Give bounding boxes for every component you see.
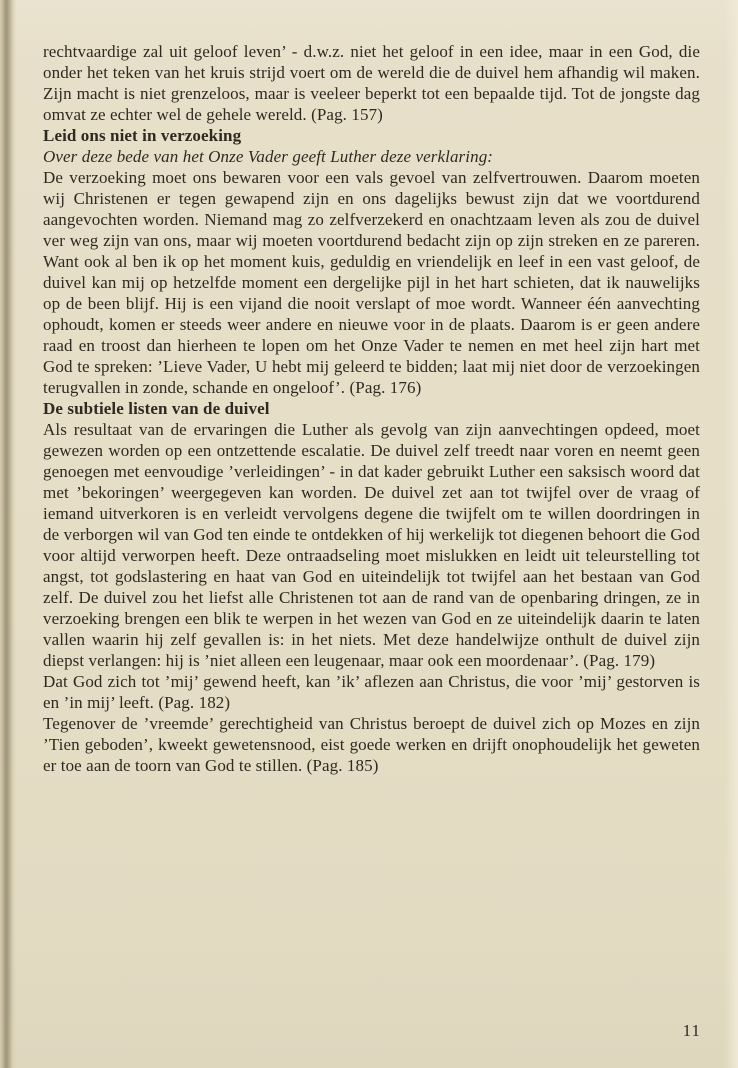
page-number: 11 [682,1021,701,1040]
section-heading: De subtiele listen van de duivel [43,399,270,418]
paragraph: Dat God zich tot ’mij’ gewend heeft, kan ’ik’ aflezen aan Christus, die voor ’mij’ gestorven is en ’in mij’ leeft. (Pag. 182) [43,672,700,712]
paragraph: Als resultaat van de ervaringen die Luther als gevolg van zijn aanvechtingen opdeed, moet gewezen worden op een ontzettende escalatie. De duivel zelf treedt naar voren en neemt geen genoegen met eenvoudige ’verleidingen’ - in dat kader gebruikt Luther een saksisch woord dat met ’bekoringen’ weergegeven kan worden. De duivel zet aan tot twijfel over de vraag of iemand uitverkoren is en verleidt vervolgens degene die twijfelt om te willen doordringen in de verborgen wil van God ten einde te ontdekken of hij werkelijk tot diegenen behoort die God voor altijd verworpen heeft. Deze ontraadseling moet mislukken en leidt uit teleurstelling tot angst, tot godslastering en haat van God en uiteindelijk tot twijfel aan het bestaan van God zelf. De duivel zou het liefst alle Christenen tot aan de rand van de openbaring dringen, ze in verzoeking brengen een blik te werpen in het wezen van God en ze uiteindelijk daarin te laten vallen waarin hij zelf gevallen is: in het niets. Met deze handelwijze onthult de duivel zijn diepst verlangen: hij is ’niet alleen een leugenaar, maar ook een moordenaar’. (Pag. 179) [43,420,700,670]
page-text-block [43,41,700,776]
section-heading: Leid ons niet in verzoeking [43,126,242,145]
page-right-edge [724,0,738,1068]
paragraph: Tegenover de ’vreemde’ gerechtigheid van Christus beroept de duivel zich op Mozes en zijn ’Tien geboden’, kweekt gewetensnood, eist goede werken en drijft onophoudelijk het geweten er toe aan de toorn van God te stillen. (Pag. 185) [43,714,700,775]
page-gutter-shadow [0,0,16,1068]
section-subtitle: Over deze bede van het Onze Vader geeft Luther deze verklaring: [43,147,494,166]
paragraph: De verzoeking moet ons bewaren voor een vals gevoel van zelfvertrouwen. Daarom moeten wij Christenen er tegen gewapend zijn en ons dagelijks bewust zijn dat we voortdurend aangevochten worden. Niemand mag zo zelfverzekerd en onachtzaam leven als zou de duivel ver weg zijn van ons, maar wij moeten voortdurend bedacht zijn op zijn streken en ze pareren. Want ook al ben ik op het moment kuis, geduldig en vriendelijk en leef in een vast geloof, de duivel kan mij op hetzelfde moment een dergelijke pijl in het hart schieten, dat ik nauwelijks op de been blijf. Hij is een vijand die nooit verslapt of moe wordt. Wanneer één aanvechting ophoudt, komen er steeds weer andere en nieuwe voor in de plaats. Daarom is er geen andere raad en troost dan hierheen te lopen om het Onze Vader te nemen en met heel zijn hart met God te spreken: ’Lieve Vader, U hebt mij geleerd te bidden; laat mij niet door de verzoekingen terugvallen in zonde, schande en ongeloof’. (Pag. 176) [43,168,700,397]
paragraph: rechtvaardige zal uit geloof leven’ - d.w.z. niet het geloof in een idee, maar in een God, die onder het teken van het kruis strijd voert om de wereld die de duivel hem afhandig wil maken. Zijn macht is niet grenzeloos, maar is veeleer beperkt tot een bepaalde tijd. Tot de jongste dag omvat ze echter wel de gehele wereld. (Pag. 157) [43,42,700,124]
